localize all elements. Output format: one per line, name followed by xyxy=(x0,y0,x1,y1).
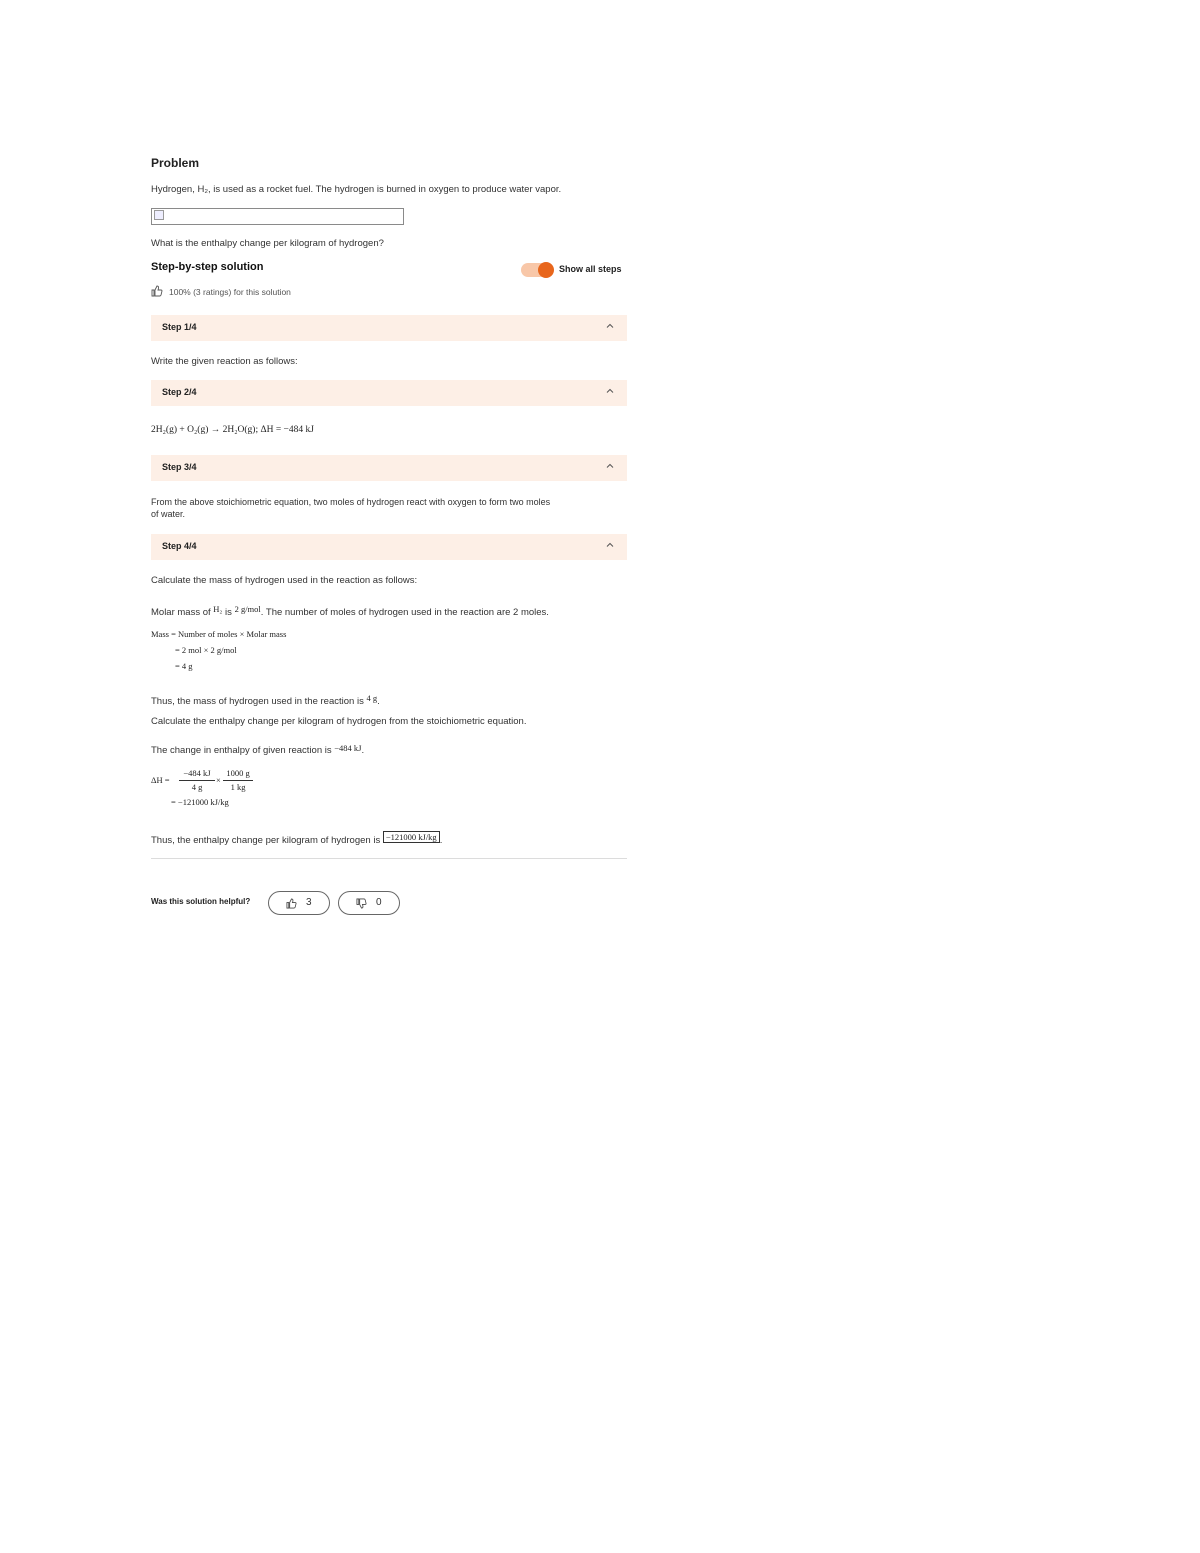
upvote-button[interactable] xyxy=(268,891,330,915)
frac1-numerator: −484 kJ xyxy=(183,768,211,778)
change-enthalpy-line: The change in enthalpy of given reaction is −484 kJ. xyxy=(151,743,365,756)
final-answer-box: −121000 kJ/kg xyxy=(383,831,440,843)
frac2-numerator: 1000 g xyxy=(226,768,250,778)
thus-final-prefix: Thus, the enthalpy change per kilogram of hydrogen is xyxy=(151,835,381,846)
step-2-header[interactable] xyxy=(151,380,627,406)
rating-text: 100% (3 ratings) for this solution xyxy=(169,287,291,297)
thus-mass-line: Thus, the mass of hydrogen used in the reaction is 4 g. xyxy=(151,693,380,707)
toggle-knob xyxy=(538,262,554,278)
problem-question: What is the enthalpy change per kilogram of hydrogen? xyxy=(151,238,384,249)
step-2-label: Step 2/4 xyxy=(162,387,197,397)
molar-mass-line xyxy=(151,604,549,618)
calc-enthalpy-line: Calculate the enthalpy change per kilogram of hydrogen from the stoichiometric equation. xyxy=(151,716,527,727)
rating-summary xyxy=(151,285,291,297)
broken-image-icon xyxy=(154,210,164,220)
mass-eq-line1: Mass = Number of moles × Molar mass xyxy=(151,629,287,639)
divider xyxy=(151,858,627,859)
step-3-label: Step 3/4 xyxy=(162,462,197,472)
step-3-content-line2: of water. xyxy=(151,509,186,519)
frac1-denominator: 4 g xyxy=(191,782,203,792)
thus-mass-prefix: Thus, the mass of hydrogen used in the reaction is xyxy=(151,696,364,707)
dh-label: ΔH = xyxy=(151,775,170,785)
step-4-intro: Calculate the mass of hydrogen used in the reaction as follows: xyxy=(151,575,418,586)
step-4-header[interactable] xyxy=(151,534,627,560)
upvote-count: 3 xyxy=(306,897,312,908)
mass-eq-line3: = 4 g xyxy=(175,661,193,671)
molar-species: H₂ xyxy=(213,604,223,614)
frac1-bar xyxy=(179,780,215,781)
downvote-count: 0 xyxy=(376,897,382,908)
downvote-button[interactable] xyxy=(338,891,400,915)
times-sign: × xyxy=(216,775,221,785)
molar-is: is xyxy=(225,607,232,618)
frac2-bar xyxy=(223,780,253,781)
helpful-question: Was this solution helpful? xyxy=(151,897,251,906)
frac2-denominator: 1 kg xyxy=(230,782,246,792)
step-3-header[interactable] xyxy=(151,455,627,481)
problem-image xyxy=(151,208,404,225)
mass-eq-line2: = 2 mol × 2 g/mol xyxy=(175,645,237,655)
thumbs-up-icon xyxy=(286,898,297,909)
thumbs-up-icon xyxy=(151,285,163,297)
show-all-steps-toggle[interactable] xyxy=(521,263,553,277)
step-1-header[interactable] xyxy=(151,315,627,341)
step-1-label: Step 1/4 xyxy=(162,322,197,332)
step-2-equation: 2H₂(g) + O₂(g) → 2H₂O(g); ΔH = −484 kJ xyxy=(151,425,314,435)
show-all-steps-label[interactable]: Show all steps xyxy=(559,264,622,274)
chevron-up-icon[interactable] xyxy=(605,540,615,550)
molar-prefix: Molar mass of xyxy=(151,607,211,618)
chevron-up-icon[interactable] xyxy=(605,461,615,471)
thus-mass-value: 4 g xyxy=(366,693,378,703)
solution-heading: Step-by-step solution xyxy=(151,261,264,273)
problem-statement: Hydrogen, H₂, is used as a rocket fuel. The hydrogen is burned in oxygen to produce water vapor. xyxy=(151,184,562,195)
step-1-content: Write the given reaction as follows: xyxy=(151,356,298,367)
problem-heading: Problem xyxy=(151,156,200,170)
thus-final-line: Thus, the enthalpy change per kilogram of hydrogen is −121000 kJ/kg . xyxy=(151,832,443,846)
step-4-label: Step 4/4 xyxy=(162,541,197,551)
molar-value: 2 g/mol xyxy=(234,604,261,614)
change-prefix: The change in enthalpy of given reaction is xyxy=(151,745,332,756)
dh-result: = −121000 kJ/kg xyxy=(171,797,229,807)
step-3-content-line1: From the above stoichiometric equation, two moles of hydrogen react with oxygen to form two moles xyxy=(151,497,551,507)
molar-suffix: . The number of moles of hydrogen used in the reaction are 2 moles. xyxy=(260,607,549,618)
chevron-up-icon[interactable] xyxy=(605,321,615,331)
thumbs-down-icon xyxy=(356,898,367,909)
change-value: −484 kJ xyxy=(334,743,362,753)
chevron-up-icon[interactable] xyxy=(605,386,615,396)
